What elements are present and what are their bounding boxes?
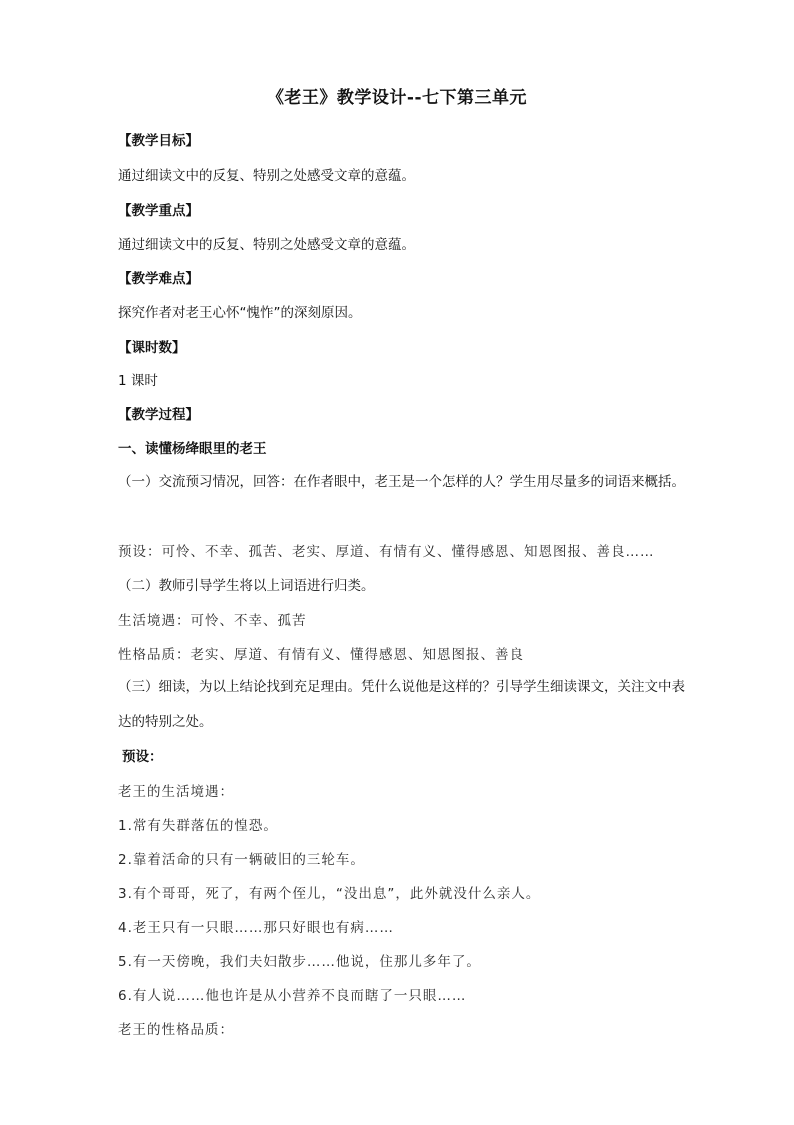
preset-2-label: 预设： [122, 749, 163, 765]
character-heading: 老王的性格品质： [118, 1022, 234, 1038]
section-heading-process: 【教学过程】 [118, 407, 199, 423]
difficulty-text: 探究作者对老王心怀“愧怍”的深刻原因。 [118, 305, 362, 321]
section-heading-goal: 【教学目标】 [118, 133, 199, 149]
list-item: 3.有个哥哥，死了，有两个侄儿，“没出息”，此外就没什么亲人。 [118, 886, 541, 902]
section-heading-difficulty: 【教学难点】 [118, 271, 199, 287]
goal-text: 通过细读文中的反复、特别之处感受文章的意蕴。 [118, 168, 415, 184]
process-step-1: （一）交流预习情况，回答：在作者眼中，老王是一个怎样的人？学生用尽量多的词语来概括。 [118, 474, 685, 490]
hours-text: 1 课时 [118, 373, 158, 389]
list-item: 5.有一天傍晚，我们夫妇散步……他说，住那儿多年了。 [118, 954, 481, 970]
process-step-2: （二）教师引导学生将以上词语进行归类。 [118, 578, 375, 594]
preset-1: 预设：可怜、不幸、孤苦、老实、厚道、有情有义、懂得感恩、知恩图报、善良…… [118, 544, 655, 560]
life-situation-heading: 老王的生活境遇： [118, 784, 234, 800]
document-title: 《老王》教学设计--七下第三单元 [266, 88, 528, 108]
list-item: 2.靠着活命的只有一辆破旧的三轮车。 [118, 852, 365, 868]
character-summary: 性格品质：老实、厚道、有情有义、懂得感恩、知恩图报、善良 [118, 647, 524, 663]
section-heading-focus: 【教学重点】 [118, 203, 199, 219]
focus-text: 通过细读文中的反复、特别之处感受文章的意蕴。 [118, 237, 415, 253]
list-item: 4.老王只有一只眼……那只好眼也有病…… [118, 920, 394, 936]
process-step-3: （三）细读，为以上结论找到充足理由。凭什么说他是这样的？引导学生细读课文，关注文中表达的特别之处。 [118, 679, 685, 730]
list-item: 6.有人说……他也许是从小营养不良而瞎了一只眼…… [118, 988, 467, 1004]
process-part-1-heading: 一、读懂杨绛眼里的老王 [118, 441, 267, 457]
list-item: 1.常有失群落伍的惶恐。 [118, 818, 278, 834]
section-heading-hours: 【课时数】 [118, 340, 186, 356]
life-situation-summary: 生活境遇：可怜、不幸、孤苦 [118, 613, 307, 629]
